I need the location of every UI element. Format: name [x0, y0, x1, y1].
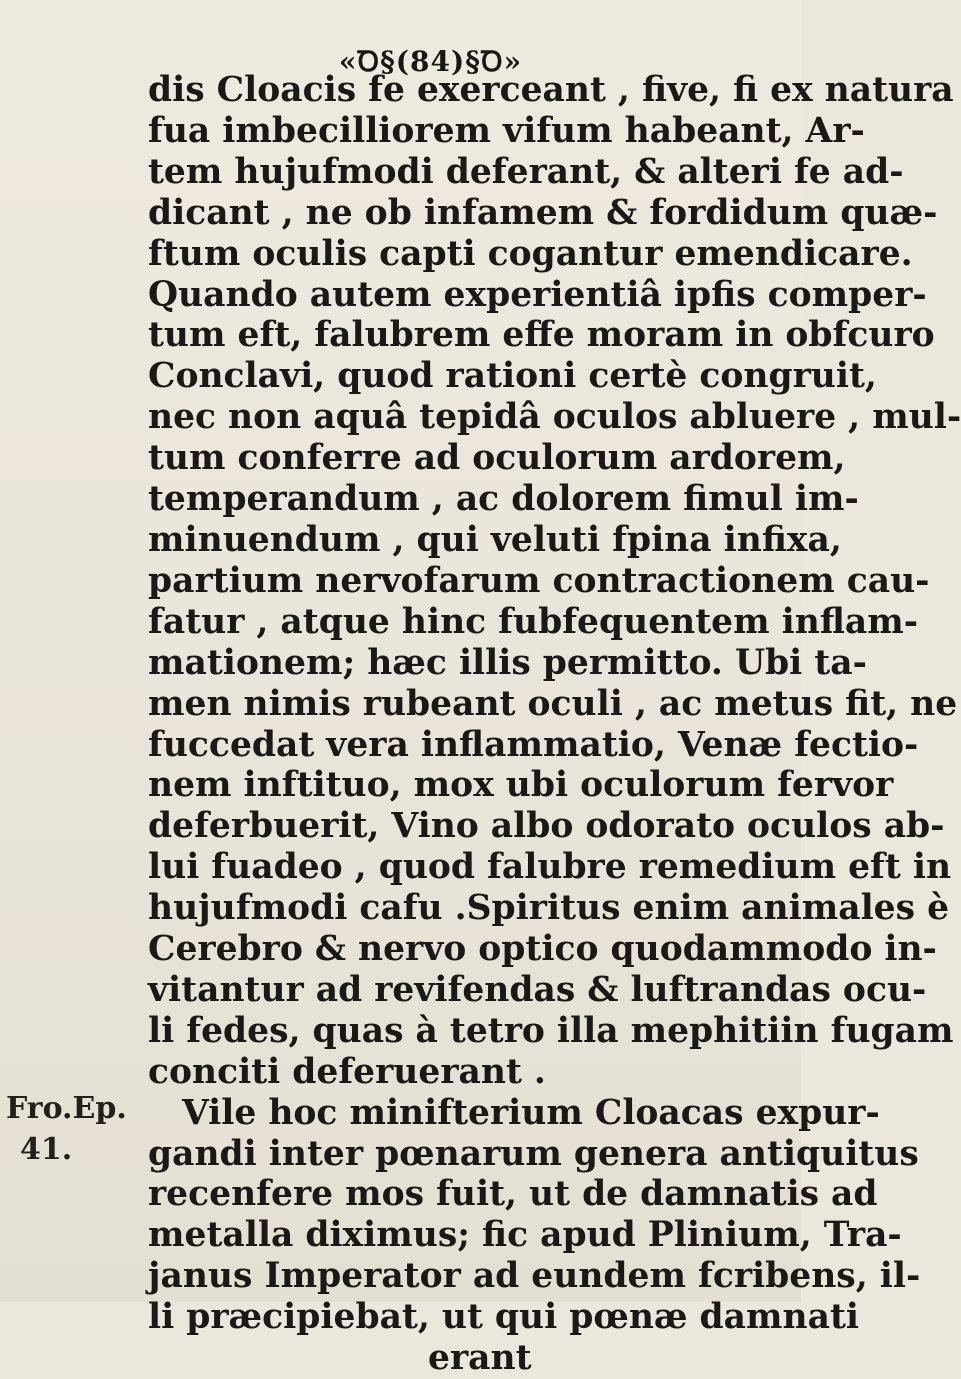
text-line: deferbuerit, Vino albo odorato oculos ab- [148, 806, 945, 847]
text-line: Quando autem experientiâ ipfis comper- [148, 274, 927, 315]
text-line: Vile hoc minifterium Cloacas expur- [182, 1092, 880, 1133]
margin-note: 41. [20, 1132, 73, 1167]
text-line: dicant , ne ob infamem & fordidum quæ- [148, 192, 938, 233]
text-line: fua imbecilliorem vifum habeant, Ar- [148, 110, 865, 151]
text-line: tum eft, falubrem effe moram in obfcuro [148, 315, 935, 356]
text-line: gandi inter pœnarum genera antiquitus [148, 1133, 919, 1174]
text-line: metalla diximus; fic apud Plinium, Tra- [148, 1215, 902, 1256]
text-line: vitantur ad revifendas & luftrandas ocu- [148, 969, 927, 1010]
text-line: temperandum , ac dolorem fimul im- [148, 479, 859, 520]
text-line: recenfere mos fuit, ut de damnatis ad [148, 1174, 878, 1215]
text-line: lui fuadeo , quod falubre remedium eft in [148, 847, 952, 888]
text-line: nem inftituo, mox ubi oculorum fervor [148, 765, 894, 806]
text-line: mationem; hæc illis permitto. Ubi ta- [148, 642, 867, 683]
text-line: li præcipiebat, ut qui pœnæ damnati [148, 1297, 860, 1338]
text-line: men nimis rubeant oculi , ac metus fit, ne [148, 683, 958, 724]
text-line: ftum oculis capti cogantur emendicare. [148, 233, 913, 274]
text-line: tum conferre ad oculorum ardorem, [148, 438, 846, 479]
text-line: erant [428, 1338, 532, 1379]
text-line: hujufmodi cafu .Spiritus enim animales è [148, 888, 950, 929]
text-line: li fedes, quas à tetro illa mephitiin fugam [148, 1010, 954, 1051]
text-line: dis Cloacis fe exerceant , five, fi ex natura [148, 70, 954, 110]
margin-note: Fro.Ep. [6, 1091, 127, 1126]
text-line: conciti deferuerant . [148, 1051, 546, 1092]
text-line: nec non aquâ tepidâ oculos abluere , mul- [148, 397, 961, 438]
text-line: fuccedat vera inflammatio, Venæ fectio- [148, 724, 919, 765]
text-line: janus Imperator ad eundem fcribens, il- [148, 1256, 921, 1297]
text-line: fatur , atque hinc fubfequentem inflam- [148, 601, 919, 642]
text-line: partium nervofarum contractionem cau- [148, 560, 930, 601]
body-text [148, 70, 961, 1379]
text-line: tem hujufmodi deferant, & alteri fe ad- [148, 151, 904, 192]
text-line: Cerebro & nervo optico quodammodo in- [148, 929, 937, 970]
page-number: «Ꝺ§(84)§Ꝺ» [338, 45, 523, 78]
text-line: minuendum , qui veluti fpina infixa, [148, 519, 842, 560]
text-line: Conclavi, quod rationi certè congruit, [148, 356, 877, 397]
